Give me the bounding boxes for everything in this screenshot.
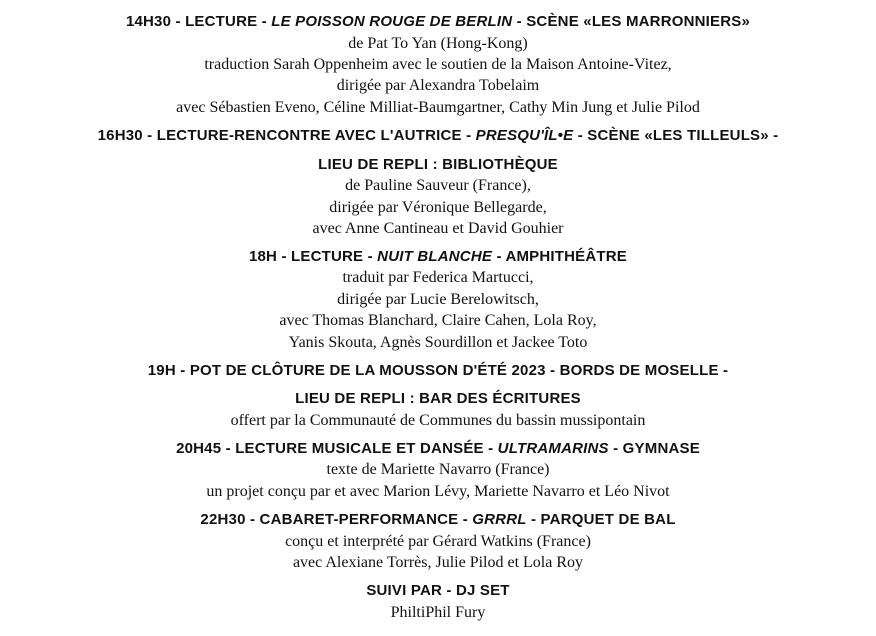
- event-credit: de Pauline Sauveur (France),: [345, 177, 531, 194]
- event-heading: 18H - LECTURE - NUIT BLANCHE - AMPHITHÉÂTRE: [248, 248, 628, 265]
- event-credit: avec Sébastien Eveno, Céline Milliat-Baumgartner, Cathy Min Jung et Julie Pilod: [176, 99, 700, 116]
- event-credit: un projet conçu par et avec Marion Lévy, Mariette Navarro et Léo Nivot: [206, 483, 670, 500]
- event-fallback-location: LIEU DE REPLI : BAR DES ÉCRITURES: [295, 390, 581, 407]
- event-heading: 22H30 - CABARET-PERFORMANCE - GRRRL - PARQUET DE BAL: [200, 511, 676, 528]
- event-credit: dirigée par Véronique Bellegarde,: [329, 199, 547, 216]
- event-heading: SUIVI PAR - DJ SET: [366, 582, 510, 599]
- event-credit: dirigée par Lucie Berelowitsch,: [337, 291, 539, 308]
- event-fallback-location: LIEU DE REPLI : BIBLIOTHÈQUE: [318, 156, 558, 173]
- event-title: GRRRL: [472, 511, 527, 528]
- event-credit: texte de Mariette Navarro (France): [326, 461, 550, 478]
- event-title: NUIT BLANCHE: [377, 248, 493, 265]
- event-credit: conçu et interprété par Gérard Watkins (France): [285, 533, 591, 550]
- event-title: LE POISSON ROUGE DE BERLIN: [271, 13, 513, 30]
- event-heading: 16H30 - LECTURE-RENCONTRE AVEC L'AUTRICE - PRESQU'ÎL•E - SCÈNE «LES TILLEULS» -: [97, 127, 779, 144]
- event-credit: traduction Sarah Oppenheim avec le soutien de la Maison Antoine-Vitez,: [204, 56, 672, 73]
- event-credit: avec Alexiane Torrès, Julie Pilod et Lola Roy: [292, 554, 584, 571]
- event-title: PRESQU'ÎL•E: [475, 127, 574, 144]
- event-heading: 14H30 - LECTURE - LE POISSON ROUGE DE BERLIN - SCÈNE «LES MARRONNIERS»: [125, 13, 751, 30]
- event-credit: PhiltiPhil Fury: [390, 604, 486, 621]
- event-heading: 20H45 - LECTURE MUSICALE ET DANSÉE - ULTRAMARINS - GYMNASE: [176, 440, 700, 457]
- event-credit: offert par la Communauté de Communes du bassin mussipontain: [230, 412, 646, 429]
- event-heading: 19H - POT DE CLÔTURE DE LA MOUSSON D'ÉTÉ 2023 - BORDS DE MOSELLE -: [147, 362, 729, 379]
- event-credit: avec Anne Cantineau et David Gouhier: [312, 220, 564, 237]
- event-credit: traduit par Federica Martucci,: [342, 269, 534, 286]
- event-credit: de Pat To Yan (Hong-Kong): [348, 35, 528, 52]
- event-credit: avec Thomas Blanchard, Claire Cahen, Lola Roy,: [279, 312, 597, 329]
- event-credit: dirigée par Alexandra Tobelaim: [336, 77, 540, 94]
- event-credit: Yanis Skouta, Agnès Sourdillon et Jackee Toto: [288, 334, 588, 351]
- event-title: ULTRAMARINS: [497, 440, 609, 457]
